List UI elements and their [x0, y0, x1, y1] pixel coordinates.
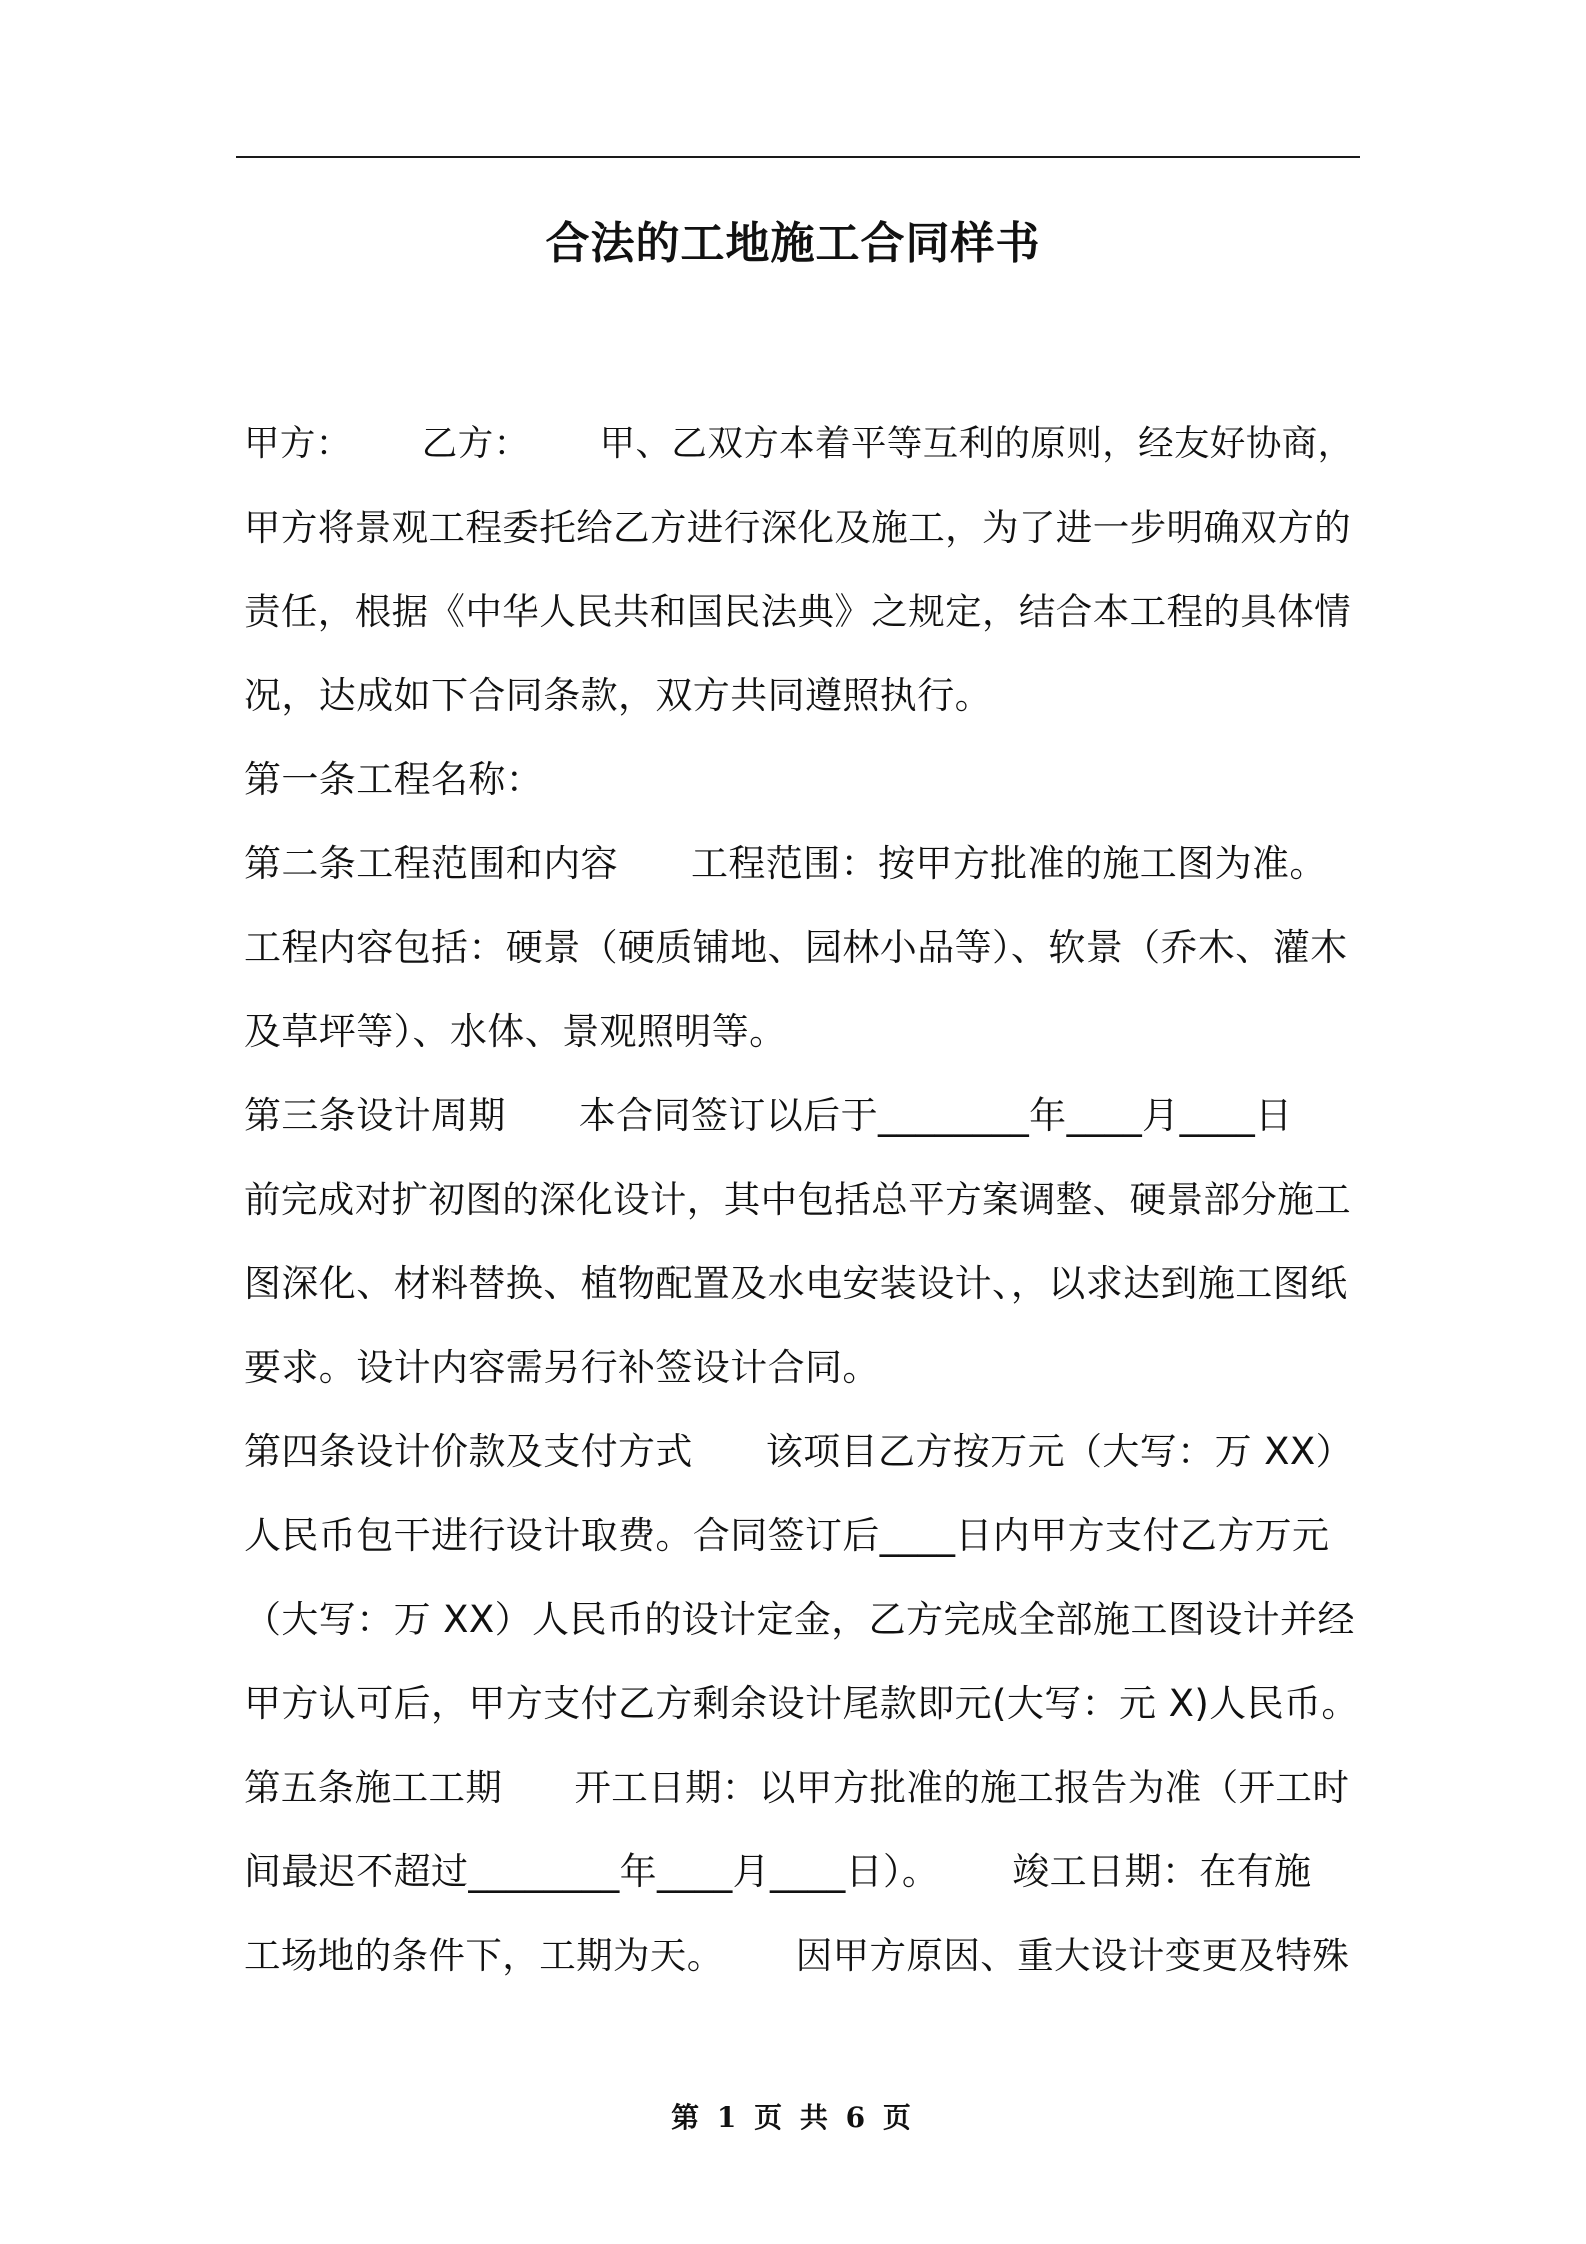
body-line: 责任，根据《中华人民共和国民法典》之规定，结合本工程的具体情 — [244, 590, 1351, 633]
clause-1-heading: 第一条工程名称： — [244, 758, 544, 801]
body-line: 及草坪等）、水体、景观照明等。 — [244, 1010, 787, 1053]
body-line: 图深化、材料替换、植物配置及水电安装设计、，以求达到施工图纸 — [244, 1262, 1348, 1305]
header-rule — [236, 156, 1360, 158]
body-line: 甲方将景观工程委托给乙方进行深化及施工，为了进一步明确双方的 — [244, 506, 1351, 549]
body-line: 工程内容包括：硬景（硬质铺地、园林小品等）、软景（乔木、灌木 — [244, 926, 1348, 969]
body-line: 人民币包干进行设计取费。合同签订后____日内甲方支付乙方万元 — [244, 1514, 1330, 1557]
body-line: 间最迟不超过________年____月____日）。 竣工日期：在有施 — [244, 1850, 1312, 1893]
clause-3-heading: 第三条设计周期 本合同签订以后于________年____月____日 — [244, 1094, 1293, 1137]
body-line: 甲方认可后，甲方支付乙方剩余设计尾款即元(大写：元 X)人民币。 — [244, 1682, 1359, 1725]
clause-2-heading: 第二条工程范围和内容 工程范围：按甲方批准的施工图为准。 — [244, 842, 1327, 885]
page-number: 第 1 页 共 6 页 — [671, 2101, 915, 2134]
body-line: 甲方： 乙方： 甲、乙双方本着平等互利的原则，经友好协商， — [244, 423, 1354, 464]
body-line: 工场地的条件下，工期为天。 因甲方原因、重大设计变更及特殊 — [244, 1934, 1350, 1977]
body-line: 况，达成如下合同条款，双方共同遵照执行。 — [244, 674, 992, 717]
body-line: （大写：万 XX）人民币的设计定金，乙方完成全部施工图设计并经 — [244, 1598, 1355, 1641]
clause-4-heading: 第四条设计价款及支付方式 该项目乙方按万元（大写：万 XX） — [244, 1430, 1354, 1473]
contract-body — [244, 402, 1360, 1998]
body-line: 要求。设计内容需另行补签设计合同。 — [244, 1346, 880, 1389]
body-line: 前完成对扩初图的深化设计，其中包括总平方案调整、硬景部分施工 — [244, 1178, 1351, 1221]
clause-5-heading: 第五条施工工期 开工日期：以甲方批准的施工报告为准（开工时 — [244, 1766, 1350, 1809]
document-title: 合法的工地施工合同样书 — [545, 218, 1041, 269]
